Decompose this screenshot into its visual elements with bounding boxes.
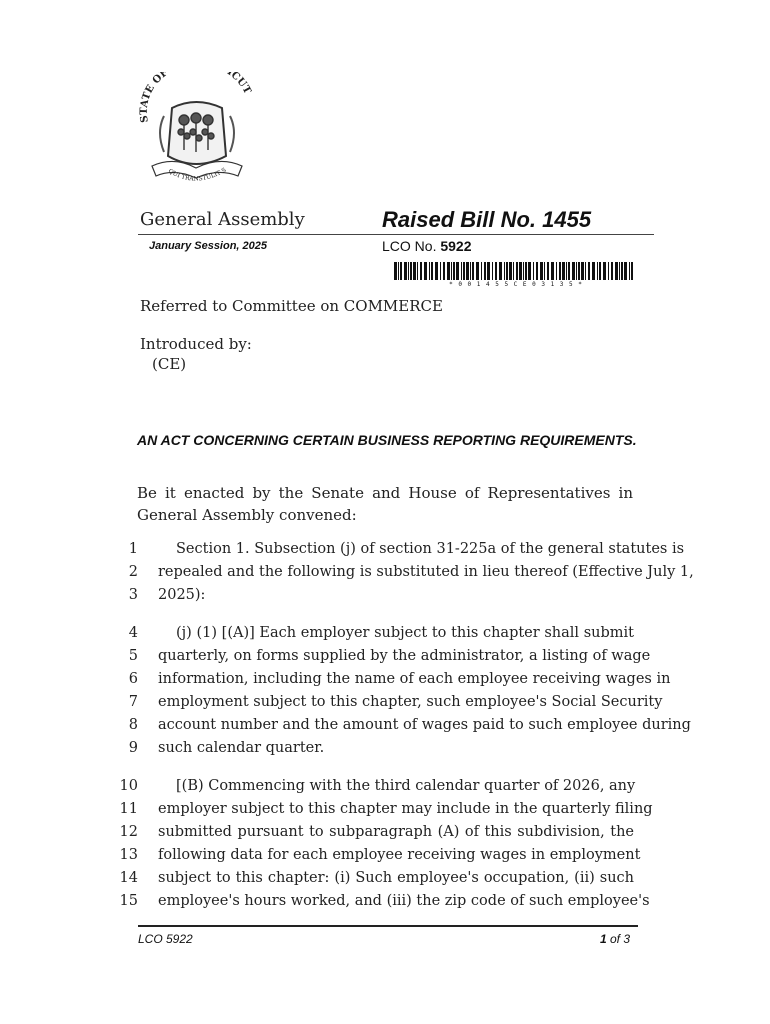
bill-line	[118, 714, 691, 737]
line-number: 11	[119, 801, 138, 817]
line-text: following data for each employee receiving wages in employment	[158, 847, 641, 863]
page-number: 1	[599, 932, 607, 946]
general-assembly-label: General Assembly	[140, 209, 305, 230]
bill-number: Raised Bill No. 1455	[382, 207, 592, 232]
line-number: 15	[119, 893, 138, 909]
barcode	[394, 262, 638, 290]
line-number: 2	[128, 564, 138, 580]
page-indicator	[600, 932, 630, 946]
bill-line	[118, 890, 650, 913]
line-number: 12	[119, 824, 138, 840]
bill-line	[118, 538, 685, 561]
enacting-clause: Be it enacted by the Senate and House of Representatives in General Assembly convened:	[137, 484, 633, 524]
bill-line	[118, 561, 694, 584]
bill-paragraph	[118, 622, 691, 760]
bill-line	[118, 668, 671, 691]
line-text: repealed and the following is substituted in lieu thereof (Effective July 1,	[158, 564, 694, 580]
line-number: 9	[128, 740, 138, 756]
line-number: 1	[128, 541, 138, 557]
line-text: (j) (1) [(A)] Each employer subject to this chapter shall submit	[176, 625, 634, 641]
lco-number	[382, 238, 472, 254]
bill-line	[118, 691, 663, 714]
line-number: 8	[128, 717, 138, 733]
bill-line	[118, 584, 638, 607]
introduced-label: Introduced by:	[140, 335, 252, 353]
line-text: information, including the name of each employee receiving wages in	[158, 671, 671, 687]
line-text: [(B) Commencing with the third calendar quarter of 2026, any	[176, 778, 636, 794]
barcode-text: * 0 0 1 4 5 5 C E 0 3 1 3 5 *	[449, 281, 583, 288]
page-total: of 3	[609, 932, 630, 946]
line-number: 5	[128, 648, 138, 664]
line-number: 4	[128, 625, 138, 641]
committee-referral: Referred to Committee on COMMERCE	[140, 297, 443, 315]
line-number: 10	[119, 778, 138, 794]
bill-line	[118, 821, 638, 844]
state-seal	[134, 72, 258, 192]
line-text: 2025):	[158, 587, 206, 603]
bill-line	[118, 645, 651, 668]
line-number: 7	[128, 694, 138, 710]
seal-motto-text: QUI TRANSTULIT S	[167, 166, 228, 183]
bill-paragraph	[118, 775, 653, 913]
introduced-by: (CE)	[152, 355, 187, 373]
header-divider	[138, 234, 654, 235]
bill-paragraph	[118, 538, 694, 607]
bill-line	[118, 775, 638, 798]
line-text: Section 1. Subsection (j) of section 31-225a of the general statutes is	[176, 541, 685, 557]
line-number: 6	[128, 671, 138, 687]
bill-line	[118, 737, 638, 760]
bill-line	[118, 798, 653, 821]
bill-line	[118, 622, 638, 645]
footer-lco: LCO 5922	[138, 932, 193, 946]
footer-divider	[138, 925, 638, 927]
line-text: account number and the amount of wages paid to such employee during	[158, 717, 691, 733]
state-seal-icon	[134, 72, 258, 192]
line-text: quarterly, on forms supplied by the administrator, a listing of wage	[158, 648, 651, 664]
line-text: such calendar quarter.	[158, 740, 325, 756]
line-number: 13	[119, 847, 138, 863]
line-text: employment subject to this chapter, such employee's Social Security	[158, 694, 663, 710]
bill-line	[118, 867, 638, 890]
bill-line	[118, 844, 641, 867]
line-text: employee's hours worked, and (iii) the zip code of such employee's	[158, 893, 650, 909]
line-number: 3	[128, 587, 138, 603]
lco-value: 5922	[440, 238, 472, 254]
act-title: AN ACT CONCERNING CERTAIN BUSINESS REPORTING REQUIREMENTS.	[137, 432, 637, 448]
line-text: subject to this chapter: (i) Such employee's occupation, (ii) such	[158, 870, 634, 886]
line-number: 14	[119, 870, 138, 886]
seal-top-text: STATE OF ICUT	[138, 72, 253, 124]
session-label: January Session, 2025	[149, 240, 268, 252]
line-text: employer subject to this chapter may include in the quarterly filing	[158, 801, 653, 817]
lco-label: LCO No.	[382, 238, 437, 254]
line-text: submitted pursuant to subparagraph (A) of this subdivision, the	[158, 824, 634, 840]
